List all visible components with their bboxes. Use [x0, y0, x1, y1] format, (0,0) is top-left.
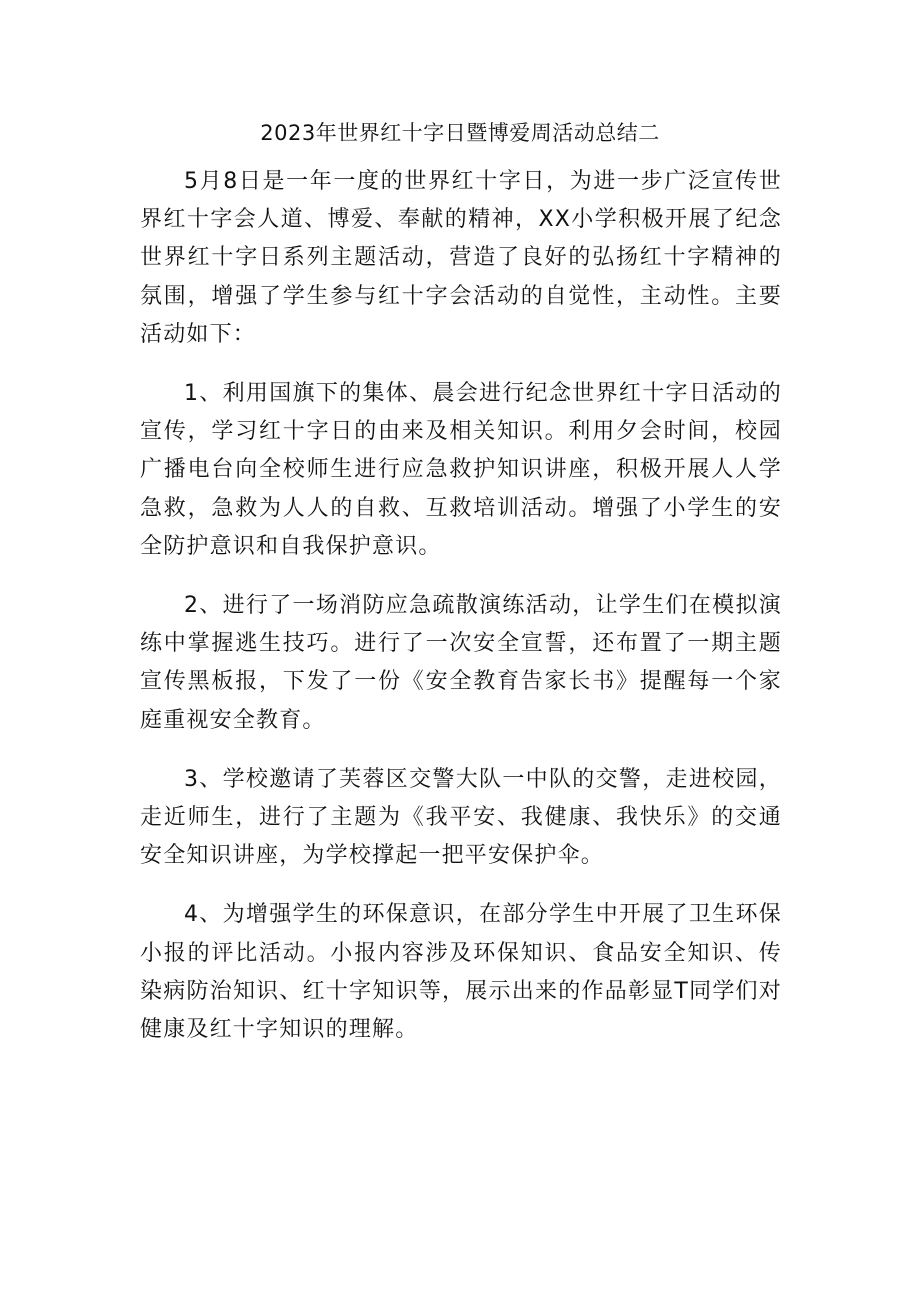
paragraph-item-1: 1、利用国旗下的集体、晨会进行纪念世界红十字日活动的宣传，学习红十字日的由来及相关知识。利用夕会时间，校园广播电台向全校师生进行应急救护知识讲座，积极开展人人学急救，急救为人人的自救、互救培训活动。增强了小学生的安全防护意识和自我保护意识。 — [140, 381, 782, 559]
paragraph-item-4: 4、为增强学生的环保意识，在部分学生中开展了卫生环保小报的评比活动。小报内容涉及环保知识、食品安全知识、传染病防治知识、红十字知识等，展示出来的作品彰显T同学们对健康及红十字知识的理解。 — [140, 902, 782, 1043]
document-title: 2023年世界红十字日暨博爱周活动总结二 — [260, 121, 660, 145]
paragraph-item-2: 2、进行了一场消防应急疏散演练活动，让学生们在模拟演练中掌握逃生技巧。进行了一次安全宣誓，还布置了一期主题宣传黑板报，下发了一份《安全教育告家长书》提醒每一个家庭重视安全教育。 — [140, 593, 782, 733]
paragraph-item-3: 3、学校邀请了芙蓉区交警大队一中队的交警，走进校园，走近师生，进行了主题为《我平安、我健康、我快乐》的交通安全知识讲座，为学校撑起一把平安保护伞。 — [140, 766, 782, 869]
paragraph-intro: 5月8日是一年一度的世界红十字日，为进一步广泛宣传世界红十字会人道、博爱、奉献的精神，XX小学积极开展了纪念世界红十字日系列主题活动，营造了良好的弘扬红十字精神的氛围，增强了学生参与红十字会活动的自觉性，主动性。主要活动如下： — [140, 169, 782, 347]
document-body — [140, 163, 782, 1070]
